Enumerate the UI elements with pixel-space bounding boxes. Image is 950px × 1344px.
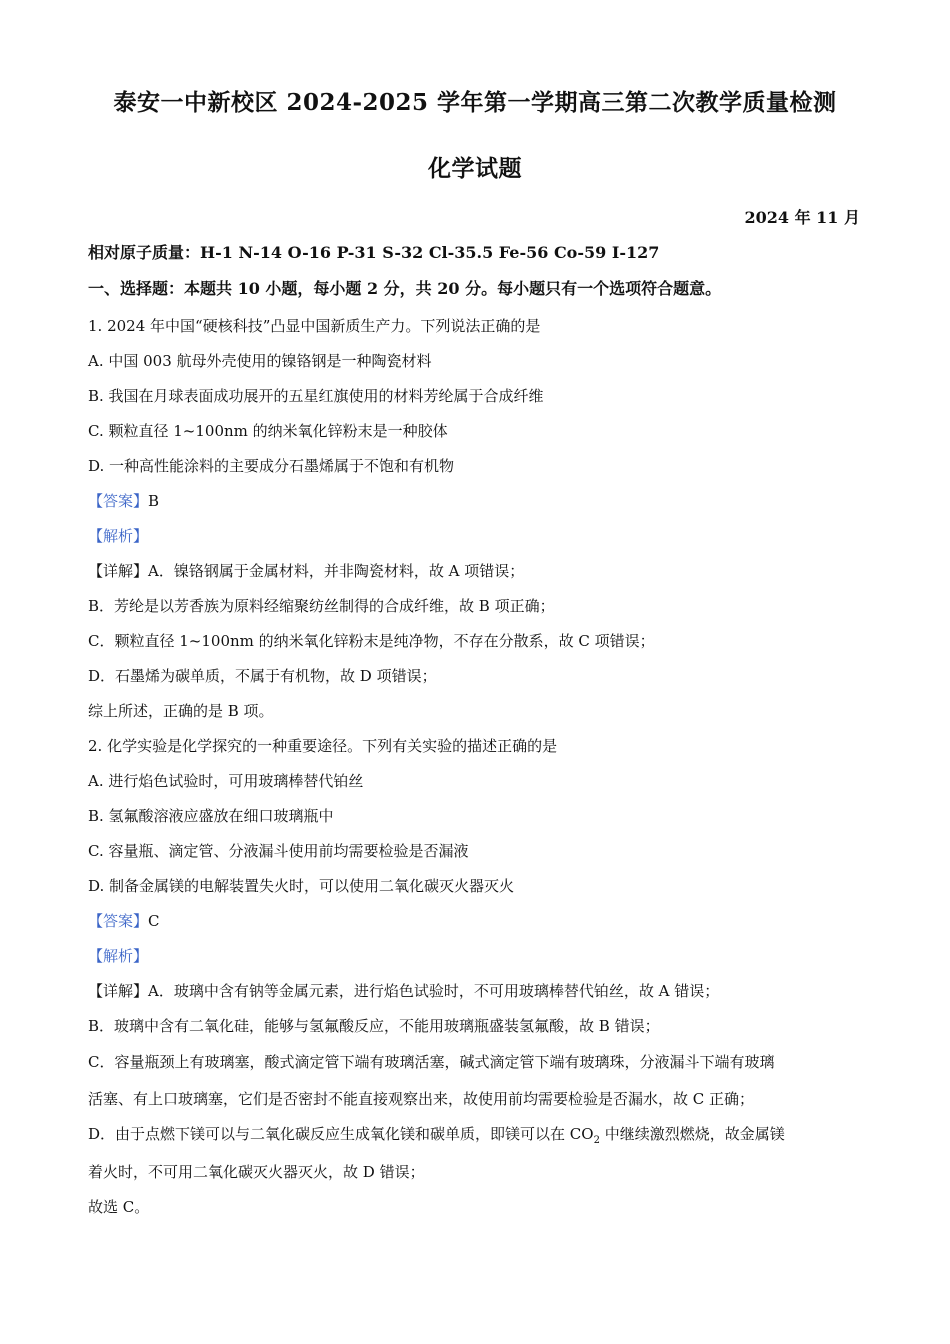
q2-option-d: D. 制备金属镁的电解装置失火时，可以使用二氧化碳灭火器灭火 (88, 877, 515, 895)
q2-detail-label: 【详解】 (88, 982, 149, 1000)
q2-stem: 2. 化学实验是化学探究的一种重要途径。下列有关实验的描述正确的是 (88, 737, 558, 755)
q2-detail-d-before: D．由于点燃下镁可以与二氧化碳反应生成氧化镁和碳单质，即镁可以在 CO (88, 1125, 594, 1143)
q1-detail-label: 【详解】 (88, 562, 149, 580)
q2-answer-value: C (148, 912, 160, 930)
q1-conclusion: 综上所述，正确的是 B 项。 (88, 702, 274, 720)
q1-detail-b: B．芳纶是以芳香族为原料经缩聚纺丝制得的合成纤维，故 B 项正确； (88, 597, 555, 615)
q2-detail-c1: C．容量瓶颈上有玻璃塞，酸式滴定管下端有玻璃活塞，碱式滴定管下端有玻璃珠，分液漏斗下端有玻璃 (88, 1053, 775, 1071)
q2-detail-d-subscript: 2 (593, 1135, 600, 1146)
exam-date: 2024 年 11 月 (744, 208, 860, 227)
q1-detail-c: C．颗粒直径 1~100nm 的纳米氧化锌粉末是纯净物，不存在分散系，故 C 项错误； (88, 632, 655, 650)
exam-subject: 化学试题 (428, 155, 522, 182)
q1-answer-label: 【答案】 (88, 492, 149, 510)
q2-detail-d1 (88, 1124, 868, 1151)
q2-detail-d2: 着火时，不可用二氧化碳灭火器灭火，故 D 错误； (88, 1163, 425, 1181)
q1-option-a: A. 中国 003 航母外壳使用的镍铬钢是一种陶瓷材料 (88, 352, 432, 370)
q2-conclusion: 故选 C。 (88, 1198, 150, 1216)
q2-detail-d-after: 中继续激烈燃烧，故金属镁 (599, 1125, 785, 1143)
section-heading: 一、选择题：本题共 10 小题，每小题 2 分，共 20 分。每小题只有一个选项符合题意。 (88, 279, 722, 298)
q2-detail-b: B．玻璃中含有二氧化硅，能够与氢氟酸反应，不能用玻璃瓶盛装氢氟酸，故 B 错误； (88, 1017, 660, 1035)
q1-detail-d: D．石墨烯为碳单质，不属于有机物，故 D 项错误； (88, 667, 437, 685)
q2-option-b: B. 氢氟酸溶液应盛放在细口玻璃瓶中 (88, 807, 334, 825)
q1-answer (88, 491, 868, 511)
q1-answer-value: B (148, 492, 160, 510)
q1-stem: 1. 2024 年中国“硬核科技”凸显中国新质生产力。下列说法正确的是 (88, 317, 541, 335)
q2-option-a: A. 进行焰色试验时，可用玻璃棒替代铂丝 (88, 772, 364, 790)
q1-analysis-label: 【解析】 (88, 527, 149, 545)
q1-detail-a (88, 561, 868, 581)
q1-detail-a-text: A．镍铬钢属于金属材料，并非陶瓷材料，故 A 项错误； (148, 562, 525, 580)
q1-option-c: C. 颗粒直径 1~100nm 的纳米氧化锌粉末是一种胶体 (88, 422, 448, 440)
q2-detail-a-text: A．玻璃中含有钠等金属元素，进行焰色试验时，不可用玻璃棒替代铂丝，故 A 错误； (148, 982, 720, 1000)
atomic-masses: 相对原子质量：H-1 N-14 O-16 P-31 S-32 Cl-35.5 Fe-56 Co-59 I-127 (88, 243, 660, 262)
q2-answer-label: 【答案】 (88, 912, 149, 930)
q2-answer (88, 911, 868, 931)
exam-title: 泰安一中新校区 2024-2025 学年第一学期高三第二次教学质量检测 (113, 89, 837, 116)
q2-detail-a (88, 981, 868, 1001)
q1-option-d: D. 一种高性能涂料的主要成分石墨烯属于不饱和有机物 (88, 457, 455, 475)
q2-option-c: C. 容量瓶、滴定管、分液漏斗使用前均需要检验是否漏液 (88, 842, 469, 860)
q2-detail-c2: 活塞、有上口玻璃塞，它们是否密封不能直接观察出来，故使用前均需要检验是否漏水，故 C 正确； (88, 1090, 755, 1108)
q2-analysis-label: 【解析】 (88, 947, 149, 965)
q1-option-b: B. 我国在月球表面成功展开的五星红旗使用的材料芳纶属于合成纤维 (88, 387, 544, 405)
